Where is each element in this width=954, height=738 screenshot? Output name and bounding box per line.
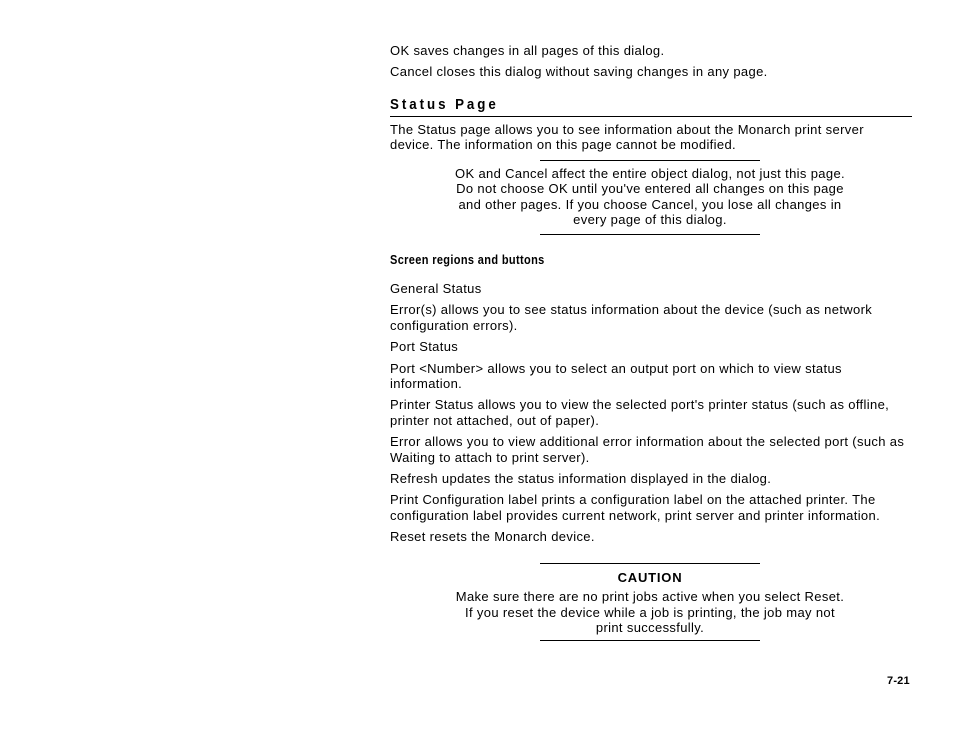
subsection-title: Screen regions and buttons <box>390 253 545 267</box>
general-status-heading: General Status <box>390 281 482 296</box>
section-title: Status Page <box>390 97 499 113</box>
port-number-description: Port <Number> allows you to select an output port on which to view status information. <box>390 360 842 392</box>
note-top-rule <box>540 160 760 161</box>
print-config-description: Print Configuration label prints a configuration label on the attached printer. The configuration label provides current network, print server and printer information. <box>390 492 881 523</box>
note-text: OK and Cancel affect the entire object dialog, not just this page. Do not choose OK until you've entered all changes on this page and other pages. If you choose Cancel, you lose all changes in every page of this dialog. <box>455 166 845 228</box>
port-status-heading: Port Status <box>390 339 459 355</box>
page-number: 7-21 <box>887 675 910 687</box>
error-description: Error allows you to view additional error information about the selected port (such as Waiting to attach to print server). <box>390 434 905 465</box>
caution-top-rule <box>540 563 760 564</box>
section-description: The Status page allows you to see information about the Monarch print server device. The information on this page cannot be modified. <box>390 122 864 153</box>
errors-description: Error(s) allows you to see status information about the device (such as network configuration errors). <box>390 302 873 333</box>
refresh-description: Refresh updates the status information displayed in the dialog. <box>390 471 772 487</box>
caution-box <box>450 570 850 636</box>
intro-block <box>390 43 912 86</box>
section-heading <box>390 96 912 117</box>
caution-text: Make sure there are no print jobs active when you select Reset. If you reset the device while a job is printing, the job may not print successfully. <box>455 589 845 636</box>
section-description-block <box>390 122 890 159</box>
caution-title: CAUTION <box>617 570 683 585</box>
ok-description: OK saves changes in all pages of this dialog. <box>390 43 665 58</box>
cancel-description: Cancel closes this dialog without saving changes in any page. <box>390 64 768 80</box>
items-block <box>390 281 912 551</box>
caution-bottom-rule <box>540 640 760 641</box>
reset-description: Reset resets the Monarch device. <box>390 529 595 545</box>
printer-status-description: Printer Status allows you to view the selected port's printer status (such as offline, printer not attached, out of paper). <box>390 397 890 428</box>
note-bottom-rule <box>540 234 760 235</box>
